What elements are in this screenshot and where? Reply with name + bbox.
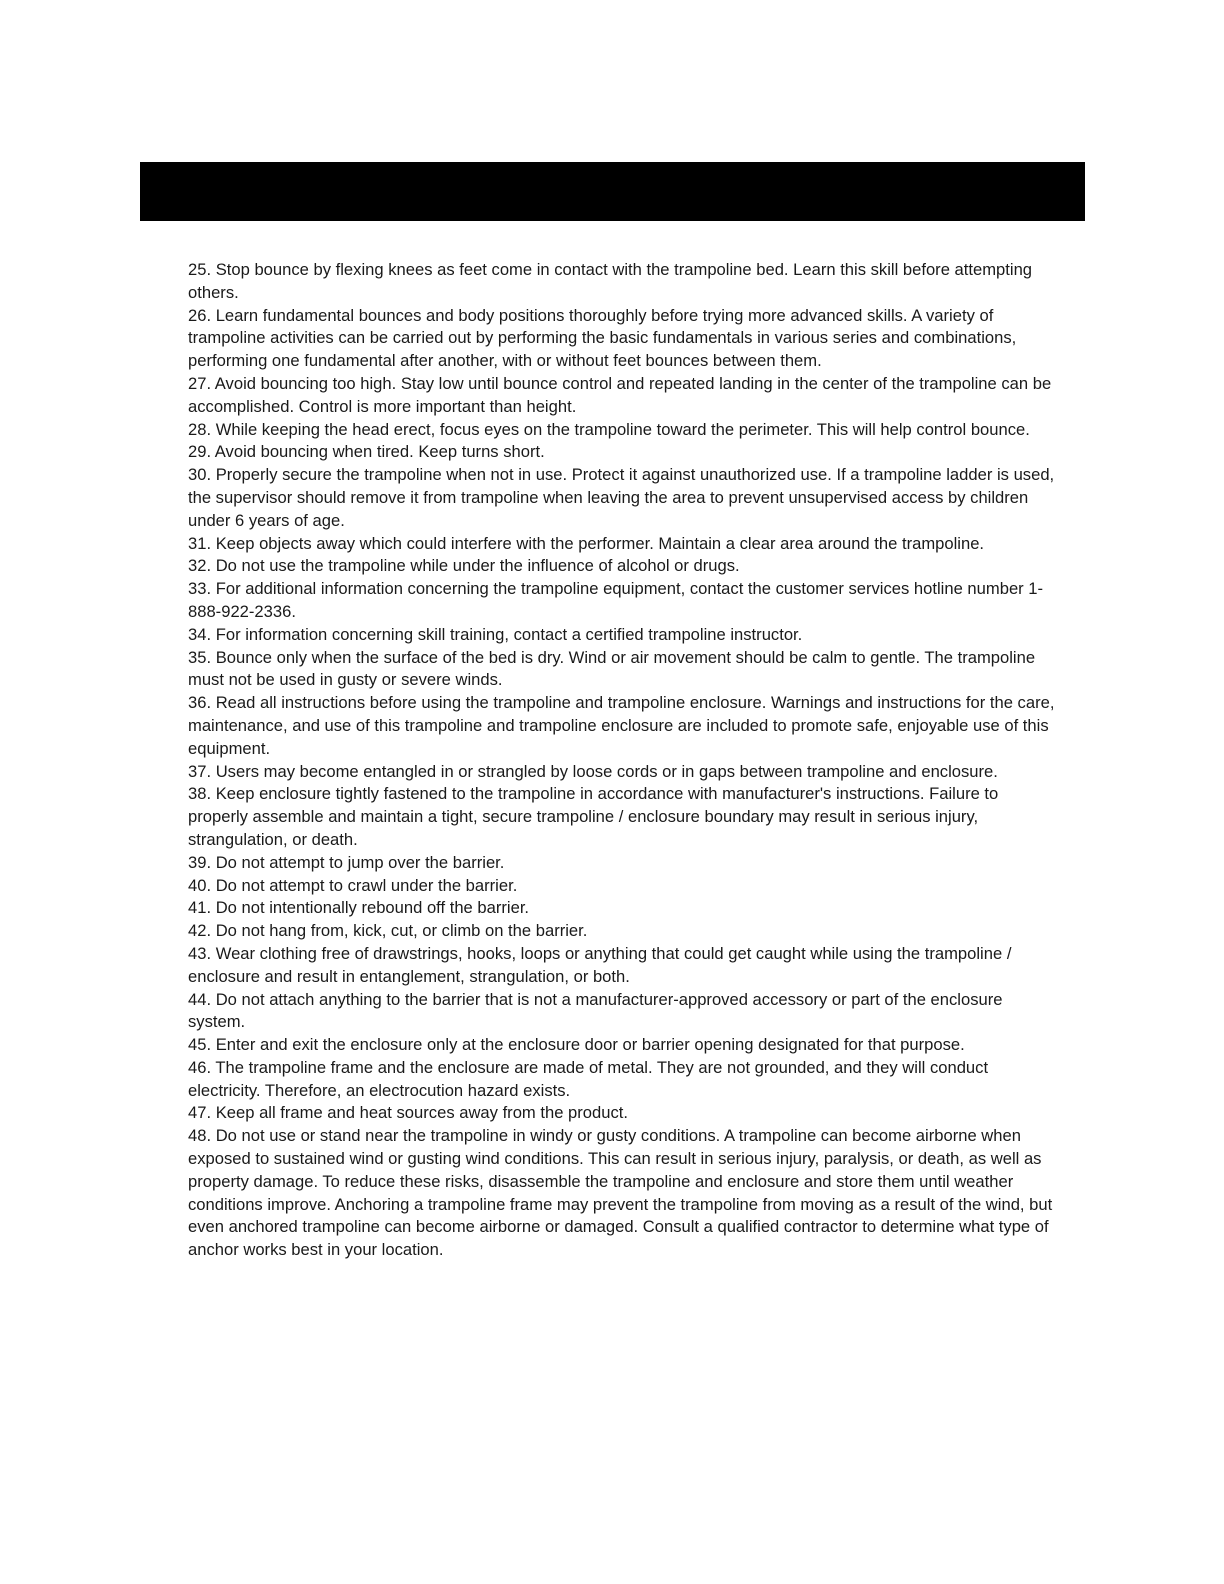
item-text: Do not use the trampoline while under the influence of alcohol or drugs. <box>215 556 740 576</box>
item-number: 27 . <box>188 374 215 393</box>
list-item <box>188 1102 1058 1125</box>
item-number: 34 . <box>188 625 216 644</box>
item-number: 44 . <box>188 990 216 1009</box>
list-item <box>188 692 1058 760</box>
list-item <box>188 578 1058 624</box>
item-number: 39 . <box>188 853 216 872</box>
item-number: 35 . <box>188 648 216 667</box>
list-item <box>188 852 1058 875</box>
item-text: Do not attach anything to the barrier that is not a manufacturer-approved accessory or part of the enclosure system. <box>188 989 1003 1032</box>
item-number: 42 . <box>188 921 216 940</box>
item-number: 29 . <box>188 442 215 461</box>
item-text: For information concerning skill training, contact a certified trampoline instructor. <box>215 624 803 644</box>
list-item <box>188 897 1058 920</box>
list-item <box>188 464 1058 532</box>
item-number: 25 . <box>188 260 216 279</box>
item-text: Users may become entangled in or strangled by loose cords or in gaps between trampoline and enclosure. <box>215 761 998 781</box>
list-item <box>188 989 1058 1035</box>
list-item <box>188 1125 1058 1262</box>
item-text: Avoid bouncing too high. Stay low until bounce control and repeated landing in the center of the trampoline can be accomplished. Control is more important than height. <box>188 373 1052 416</box>
item-number: 28 . <box>188 420 216 439</box>
item-text: Do not attempt to jump over the barrier. <box>215 852 505 872</box>
list-item <box>188 875 1058 898</box>
item-number: 40 . <box>188 876 216 895</box>
item-number: 46 . <box>188 1058 215 1077</box>
list-item <box>188 305 1058 373</box>
item-number: 33 . <box>188 579 216 598</box>
item-number: 48 . <box>188 1126 216 1145</box>
list-item <box>188 920 1058 943</box>
list-item <box>188 647 1058 693</box>
item-text: Learn fundamental bounces and body positions thoroughly before trying more advanced skills. A variety of trampoline activities can be carried out by performing the basic fundamentals in various series and combinations, performing one fundamental after another, with or without feet bounces between them. <box>188 305 1017 371</box>
list-item <box>188 259 1058 305</box>
item-text: Keep enclosure tightly fastened to the trampoline in accordance with manufacturer's instructions. Failure to properly assemble and maintain a tight, secure trampoline / enclosure boundary may result in serious injury, strangulation, or death. <box>188 784 999 849</box>
item-text: Wear clothing free of drawstrings, hooks, loops or anything that could get caught while using the trampoline / enclosure and result in entanglement, strangulation, or both. <box>188 943 1012 986</box>
list-item <box>188 373 1058 419</box>
item-number: 47 . <box>188 1103 216 1122</box>
list-item <box>188 419 1058 442</box>
item-text: Keep all frame and heat sources away from the product. <box>215 1103 629 1123</box>
item-text: Do not hang from, kick, cut, or climb on the barrier. <box>215 921 588 941</box>
item-text: Keep objects away which could interfere with the performer. Maintain a clear area around the trampoline. <box>215 533 985 553</box>
item-number: 30 . <box>188 465 216 484</box>
list-item <box>188 441 1058 464</box>
item-text: Do not attempt to crawl under the barrier. <box>215 875 518 895</box>
list-item <box>188 783 1058 851</box>
list-item <box>188 1034 1058 1057</box>
item-text: Properly secure the trampoline when not in use. Protect it against unauthorized use. If a trampoline ladder is used, the supervisor should remove it from trampoline when leaving the area to prevent unsupervised access by children under 6 years of age. <box>188 465 1055 530</box>
header-bar <box>140 162 1085 221</box>
item-text: While keeping the head erect, focus eyes on the trampoline toward the perimeter. This will help control bounce. <box>215 419 1030 439</box>
list-item <box>188 943 1058 989</box>
list-item <box>188 624 1058 647</box>
item-text: The trampoline frame and the enclosure are made of metal. They are not grounded, and they will conduct electricity. Therefore, an electrocution hazard exists. <box>188 1057 989 1100</box>
item-number: 32 . <box>188 556 216 575</box>
item-number: 31 . <box>188 534 216 553</box>
list-item <box>188 1057 1058 1103</box>
item-number: 36 . <box>188 693 216 712</box>
item-text: Do not use or stand near the trampoline in windy or gusty conditions. A trampoline can become airborne when exposed to sustained wind or gusting wind conditions. This can result in serious injury, paralysis, or death, as well as property damage. To reduce these risks, disassemble the trampoline and enclosure and store them until weather conditions improve. Anchoring a trampoline frame may prevent the trampoline from moving as a result of the wind, but even anchored trampoline can become airborne or damaged. Consult a qualified contractor to determine what type of anchor works best in your location. <box>188 1126 1053 1260</box>
item-number: 37 . <box>188 762 216 781</box>
item-text: Enter and exit the enclosure only at the enclosure door or barrier opening designated for that purpose. <box>215 1035 965 1055</box>
safety-instructions-list <box>188 259 1058 1262</box>
item-text: Bounce only when the surface of the bed is dry. Wind or air movement should be calm to gentle. The trampoline must not be used in gusty or severe winds. <box>188 647 1036 690</box>
item-text: Stop bounce by flexing knees as feet come in contact with the trampoline bed. Learn this skill before attempting others. <box>188 260 1033 302</box>
item-number: 38 . <box>188 784 216 803</box>
item-text: Do not intentionally rebound off the barrier. <box>215 898 530 918</box>
item-text: For additional information concerning the trampoline equipment, contact the customer services hotline number 1-888-922-2336. <box>188 579 1044 621</box>
list-item <box>188 555 1058 578</box>
item-number: 43 . <box>188 944 216 963</box>
item-number: 45 . <box>188 1035 216 1054</box>
list-item <box>188 761 1058 784</box>
item-number: 26 . <box>188 306 216 325</box>
list-item <box>188 533 1058 556</box>
item-text: Read all instructions before using the trampoline and trampoline enclosure. Warnings and instructions for the care, maintenance, and use of this trampoline and trampoline enclosure are included to promote safe, enjoyable use of this equipment. <box>188 693 1055 758</box>
item-number: 41 . <box>188 898 216 917</box>
item-text: Avoid bouncing when tired. Keep turns short. <box>214 442 545 462</box>
